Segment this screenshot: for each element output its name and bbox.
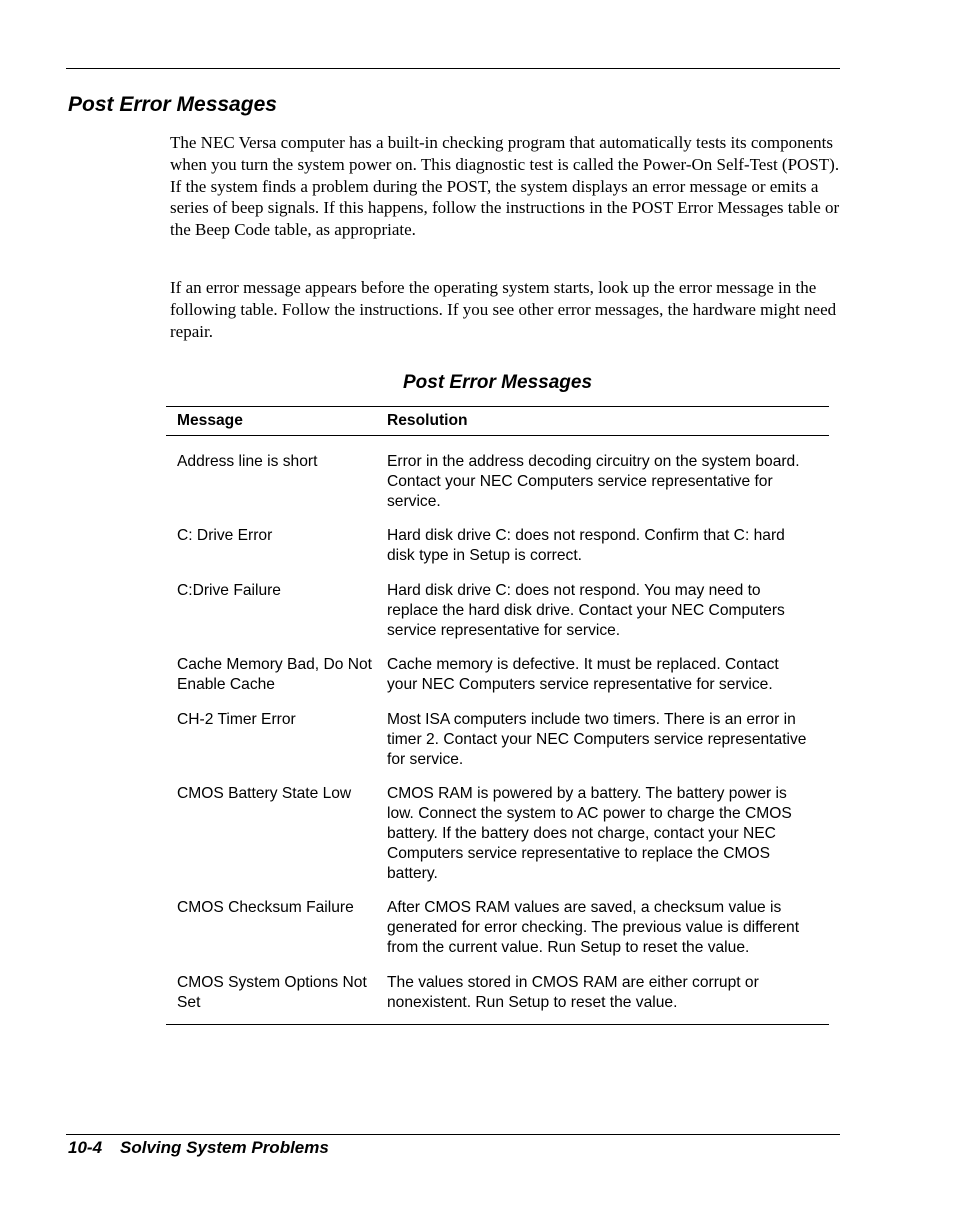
column-header-resolution: Resolution <box>387 412 468 430</box>
footer-rule <box>66 1134 840 1135</box>
row-resolution: Cache memory is defective. It must be replaced. Contact your NEC Computers service representative for service. <box>387 656 779 694</box>
row-resolution: The values stored in CMOS RAM are either corrupt or nonexistent. Run Setup to reset the value. <box>387 973 759 1011</box>
row-message: C: Drive Error <box>177 527 273 545</box>
row-message: CMOS System Options Not Set <box>177 973 367 1011</box>
page-footer <box>68 1136 329 1160</box>
row-resolution: Hard disk drive C: does not respond. Confirm that C: hard disk type in Setup is correct. <box>387 527 785 565</box>
post-error-table <box>166 406 829 1025</box>
intro-paragraph: The NEC Versa computer has a built-in checking program that automatically tests its components when you turn the system power on. This diagnostic test is called the Power-On Self-Test (POST). If the system finds a problem during the POST, the system displays an error message or emits a series of beep signals. If this happens, follow the instructions in the POST Error Messages table or the Beep Code table, as appropriate. <box>170 133 840 240</box>
table-row <box>166 581 829 640</box>
row-message: Address line is short <box>177 453 318 470</box>
row-resolution: Error in the address decoding circuitry on the system board. Contact your NEC Computers service representative for service. <box>387 453 800 510</box>
table-caption: Post Error Messages <box>402 372 593 393</box>
row-message: Cache Memory Bad, Do Not Enable Cache <box>177 656 372 694</box>
table-row <box>166 973 829 1013</box>
chapter-title: Solving System Problems <box>120 1138 329 1157</box>
row-resolution: After CMOS RAM values are saved, a checksum value is generated for error checking. The previous value is different from the current value. Run Setup to reset the value. <box>387 899 800 956</box>
row-message: CMOS Battery State Low <box>177 785 352 803</box>
row-resolution: Most ISA computers include two timers. There is an error in timer 2. Contact your NEC Computers service representative for service. <box>387 710 807 768</box>
table-body <box>166 436 829 1024</box>
table-row <box>166 526 829 566</box>
section-title: Post Error Messages <box>68 93 277 116</box>
header-rule <box>66 68 840 69</box>
column-header-message: Message <box>177 412 243 430</box>
row-resolution: Hard disk drive C: does not respond. You may need to replace the hard disk drive. Contact your NEC Computers service representative for service. <box>387 581 785 639</box>
table-header-row <box>166 407 829 436</box>
row-message: CMOS Checksum Failure <box>177 899 354 917</box>
table-row <box>166 784 829 883</box>
table-row <box>166 898 829 957</box>
row-message: CH-2 Timer Error <box>177 710 296 728</box>
lookup-paragraph: If an error message appears before the operating system starts, look up the error message in the following table. Follow the instructions. If you see other error messages, the hardware might need repair. <box>170 278 837 341</box>
table-row <box>166 452 829 511</box>
page-number: 10-4 <box>68 1138 103 1157</box>
table-row <box>166 655 829 695</box>
table-row <box>166 710 829 769</box>
row-message: C:Drive Failure <box>177 581 281 599</box>
row-resolution: CMOS RAM is powered by a battery. The battery power is low. Connect the system to AC power to charge the CMOS battery. If the battery does not charge, contact your NEC Computers service representative to replace the CMOS battery. <box>387 785 792 882</box>
